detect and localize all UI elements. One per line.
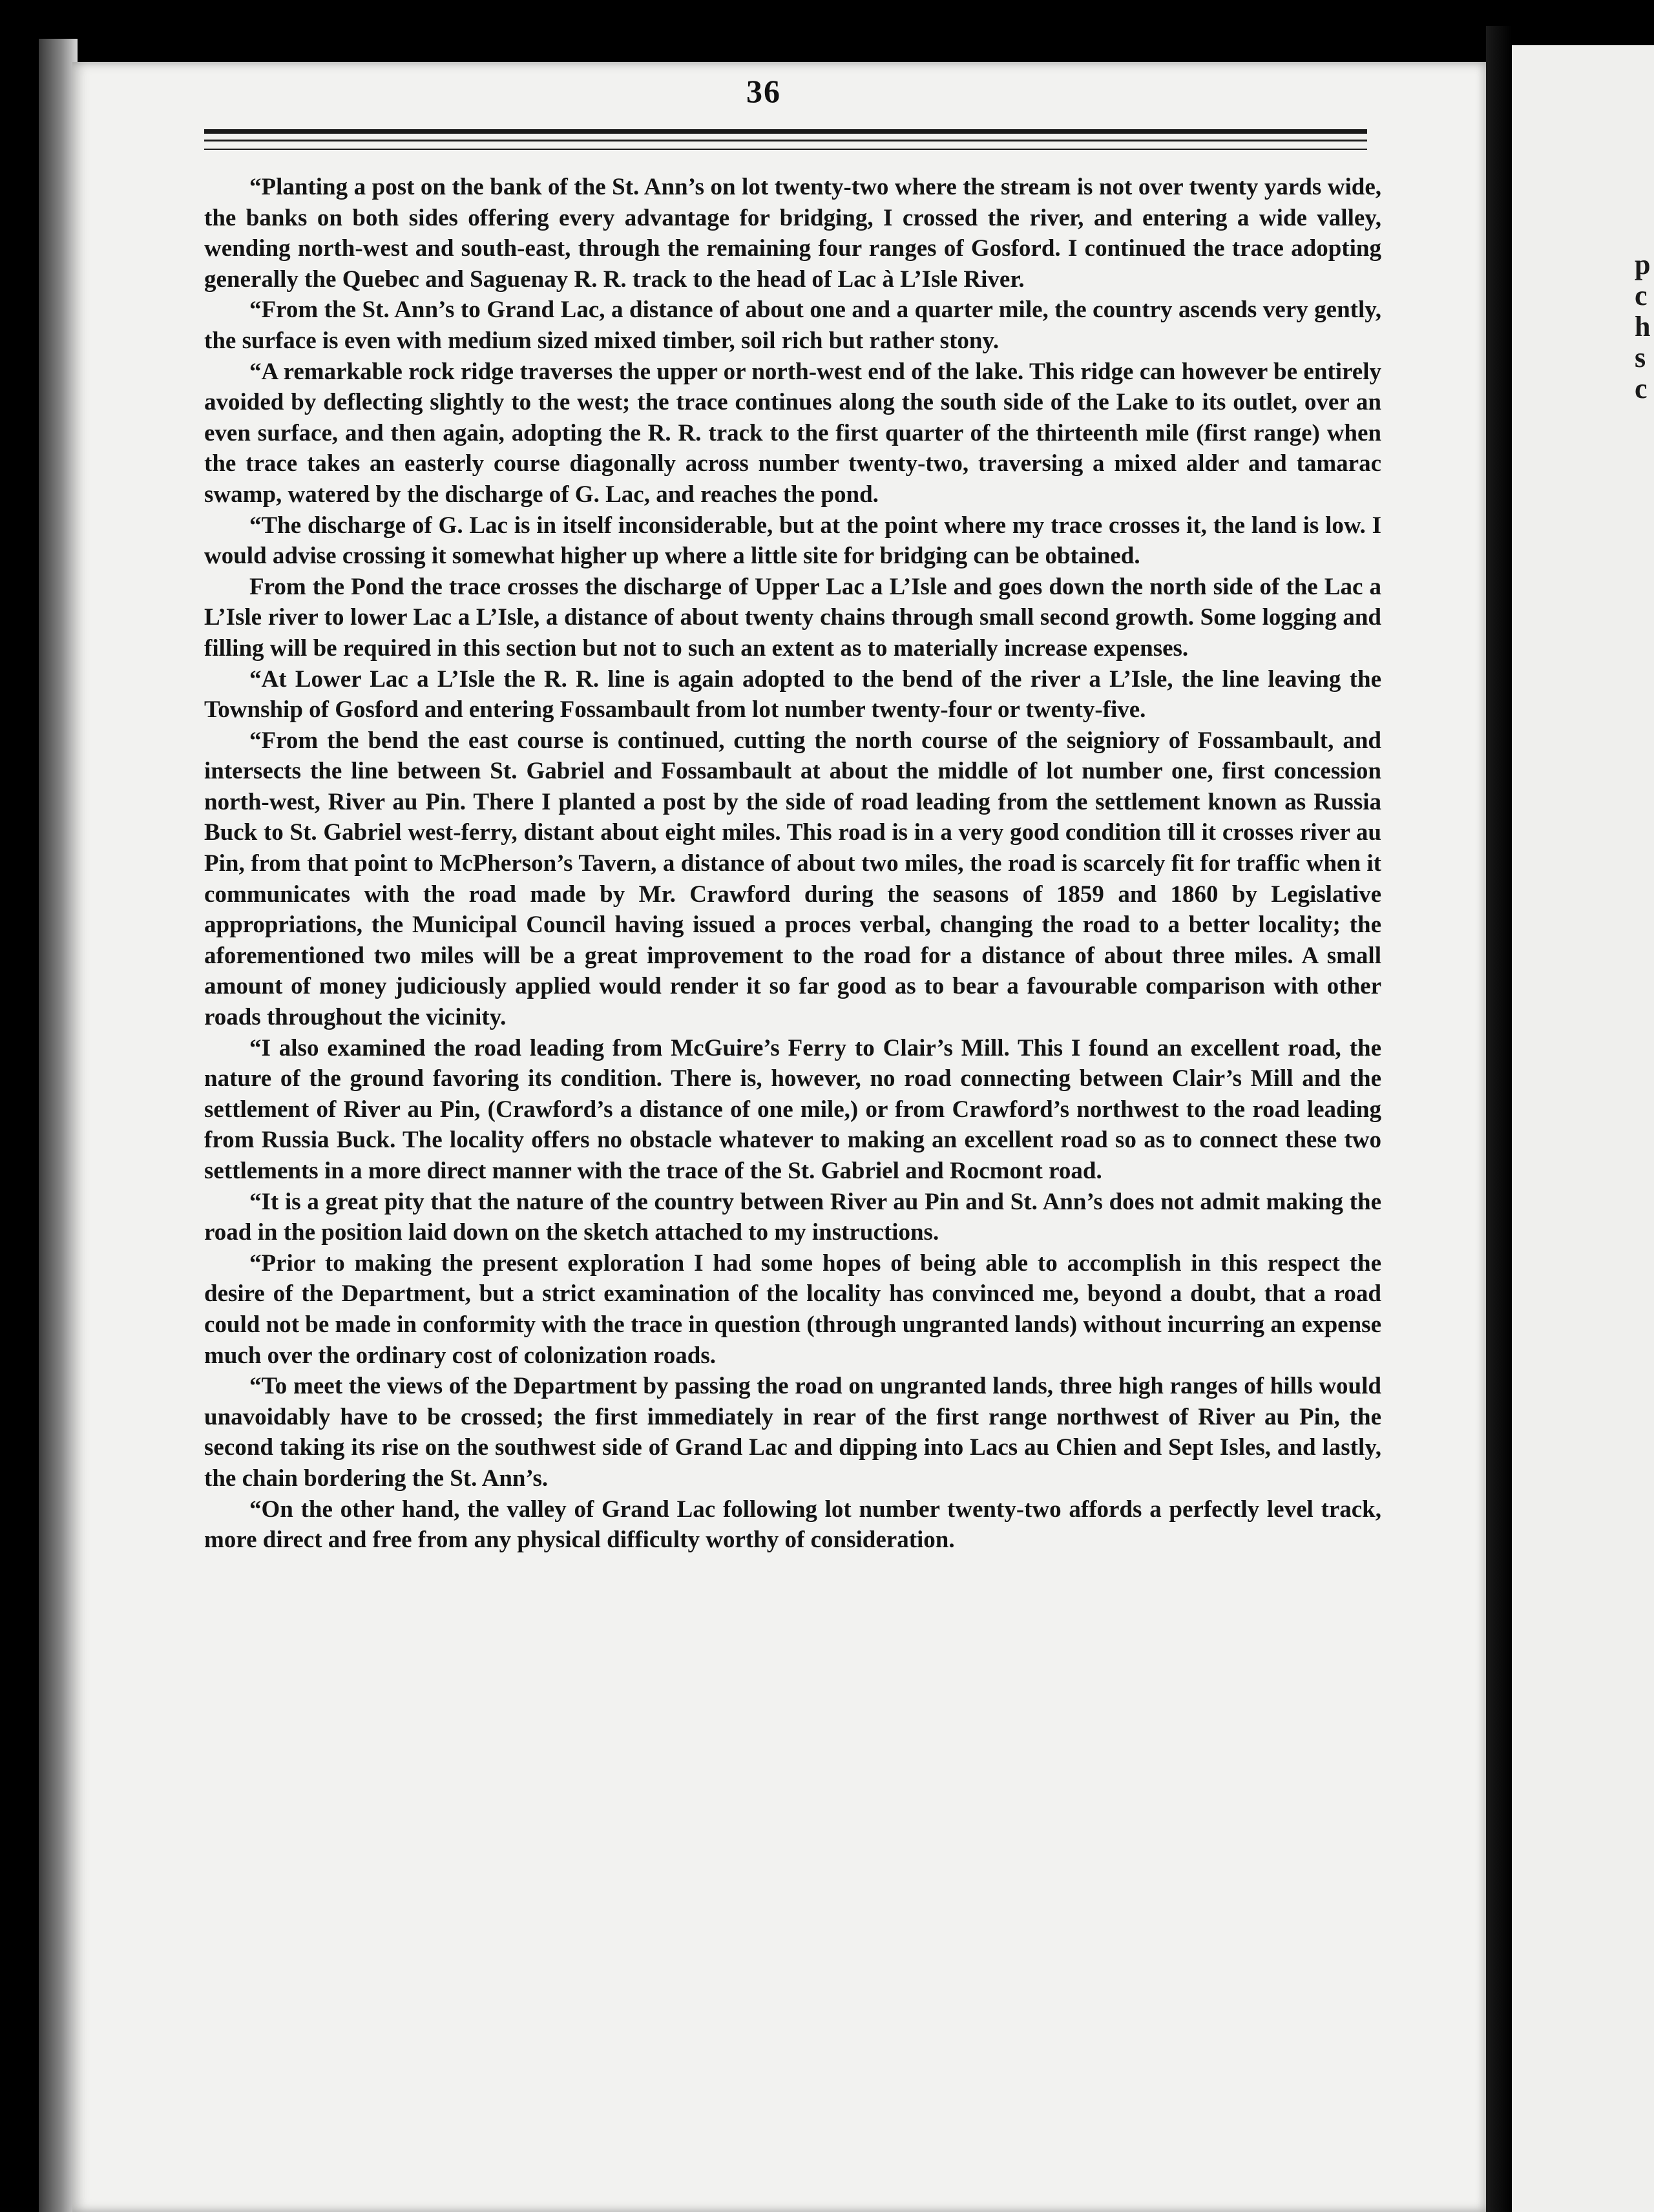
page-number: 36: [746, 73, 781, 109]
adjacent-page-fragment: s: [1635, 342, 1646, 373]
adjacent-page-fragment: c: [1635, 280, 1648, 311]
header-rule: [204, 140, 1367, 141]
adjacent-page-fragment: h: [1635, 311, 1651, 342]
paragraph: “A remarkable rock ridge traverses the upper or north-west end of the lake. This ridge can however be entirely avoided by deflecting slightly to the west; the trace continues along the south side of the Lake to its outlet, over an even surface, and then again, adopting the R. R. track to the first quarter of the thirteenth mile (first range) when the trace takes an easterly course diagonally across number twenty-two, traversing a mixed alder and tamarac swamp, watered by the discharge of G. Lac, and reaches the pond.: [204, 358, 1381, 508]
paragraph: “At Lower Lac a L’Isle the R. R. line is again adopted to the bend of the river a L’Isle, the line leaving the Township of Gosford and entering Fossambault from lot number twenty-four or twenty-five.: [204, 665, 1381, 724]
paragraph: “To meet the views of the Department by passing the road on ungranted lands, three high ranges of hills would unavoidably have to be crossed; the first immediately in rear of the first range northwest of River au Pin, the second taking its rise on the southwest side of Grand Lac and dipping into Lacs au Chien and Sept Isles, and lastly, the chain bordering the St. Ann’s.: [204, 1373, 1381, 1492]
paragraph: “I also examined the road leading from McGuire’s Ferry to Clair’s Mill. This I found an excellent road, the nature of the ground favoring its condition. There is, however, no road connecting between Clair’s Mill and the settlement of River au Pin, (Crawford’s a distance of one mile,) or from Crawford’s northwest to the road leading from Russia Buck. The locality offers no obstacle whatever to making an excellent road so as to connect these two settlements in a more direct manner with the trace of the St. Gabriel and Rocmont road.: [204, 1034, 1381, 1184]
adjacent-page-edge: [1512, 45, 1654, 2212]
paragraph: From the Pond the trace crosses the discharge of Upper Lac a L’Isle and goes down the north side of the Lac a L’Isle river to lower Lac a L’Isle, a distance of about twenty chains through small second growth. Some logging and filling will be required in this section but not to such an extent as to materially increase expenses.: [204, 573, 1381, 662]
header-rule: [204, 129, 1367, 134]
paragraph: “From the bend the east course is continued, cutting the north course of the seigniory of Fossambault, and intersects the line between St. Gabriel and Fossambault at about the middle of lot number one, first concession north-west, River au Pin. There I planted a post by the side of road leading from the settlement known as Russia Buck to St. Gabriel west-ferry, distant about eight miles. This road is in a very good condition till it crosses river au Pin, from that point to McPherson’s Tavern, a distance of about two miles, the road is scarcely fit for traffic when it communicates with the road made by Mr. Crawford during the seasons of 1859 and 1860 by Legislative appropriations, the Municipal Council having issued a proces verbal, changing the road to a better locality; the aforementioned two miles will be a great improvement to the road for a distance of about three miles. A small amount of money judiciously applied would render it so far good as to bear a favourable comparison with other roads throughout the vicinity.: [204, 727, 1381, 1031]
body-text: [204, 172, 1381, 1556]
paragraph: “The discharge of G. Lac is in itself inconsiderable, but at the point where my trace crosses it, the land is low. I would advise crossing it somewhat higher up where a little site for bridging can be obtained.: [204, 512, 1381, 570]
book-left-edge: [39, 39, 78, 2212]
paragraph: “Prior to making the present exploration I had some hopes of being able to accomplish in this respect the desire of the Department, but a strict examination of the locality has convinced me, beyond a doubt, that a road could not be made in conformity with the trace in question (through ungranted lands) without incurring an expense much over the ordinary cost of colonization roads.: [204, 1249, 1381, 1369]
header-rule: [204, 149, 1367, 150]
paragraph: “From the St. Ann’s to Grand Lac, a distance of about one and a quarter mile, the country ascends very gently, the surface is even with medium sized mixed timber, soil rich but rather stony.: [204, 297, 1381, 354]
paragraph: “On the other hand, the valley of Grand Lac following lot number twenty-two affords a perfectly level track, more direct and free from any physical difficulty worthy of consideration.: [204, 1496, 1381, 1554]
adjacent-page-fragment: p: [1635, 249, 1651, 280]
paragraph: “It is a great pity that the nature of the country between River au Pin and St. Ann’s does not admit making the road in the position laid down on the sketch attached to my instructions.: [204, 1188, 1381, 1246]
book-gutter: [1486, 26, 1512, 2212]
adjacent-page-fragment: c: [1635, 373, 1648, 404]
paragraph: “Planting a post on the bank of the St. Ann’s on lot twenty-two where the stream is not over twenty yards wide, the banks on both sides offering every advantage for bridging, I crossed the river, and entering a wide valley, wending north-west and south-east, through the remaining four ranges of Gosford. I continued the trace adopting generally the Quebec and Saguenay R. R. track to the head of Lac à L’Isle River.: [204, 174, 1381, 293]
